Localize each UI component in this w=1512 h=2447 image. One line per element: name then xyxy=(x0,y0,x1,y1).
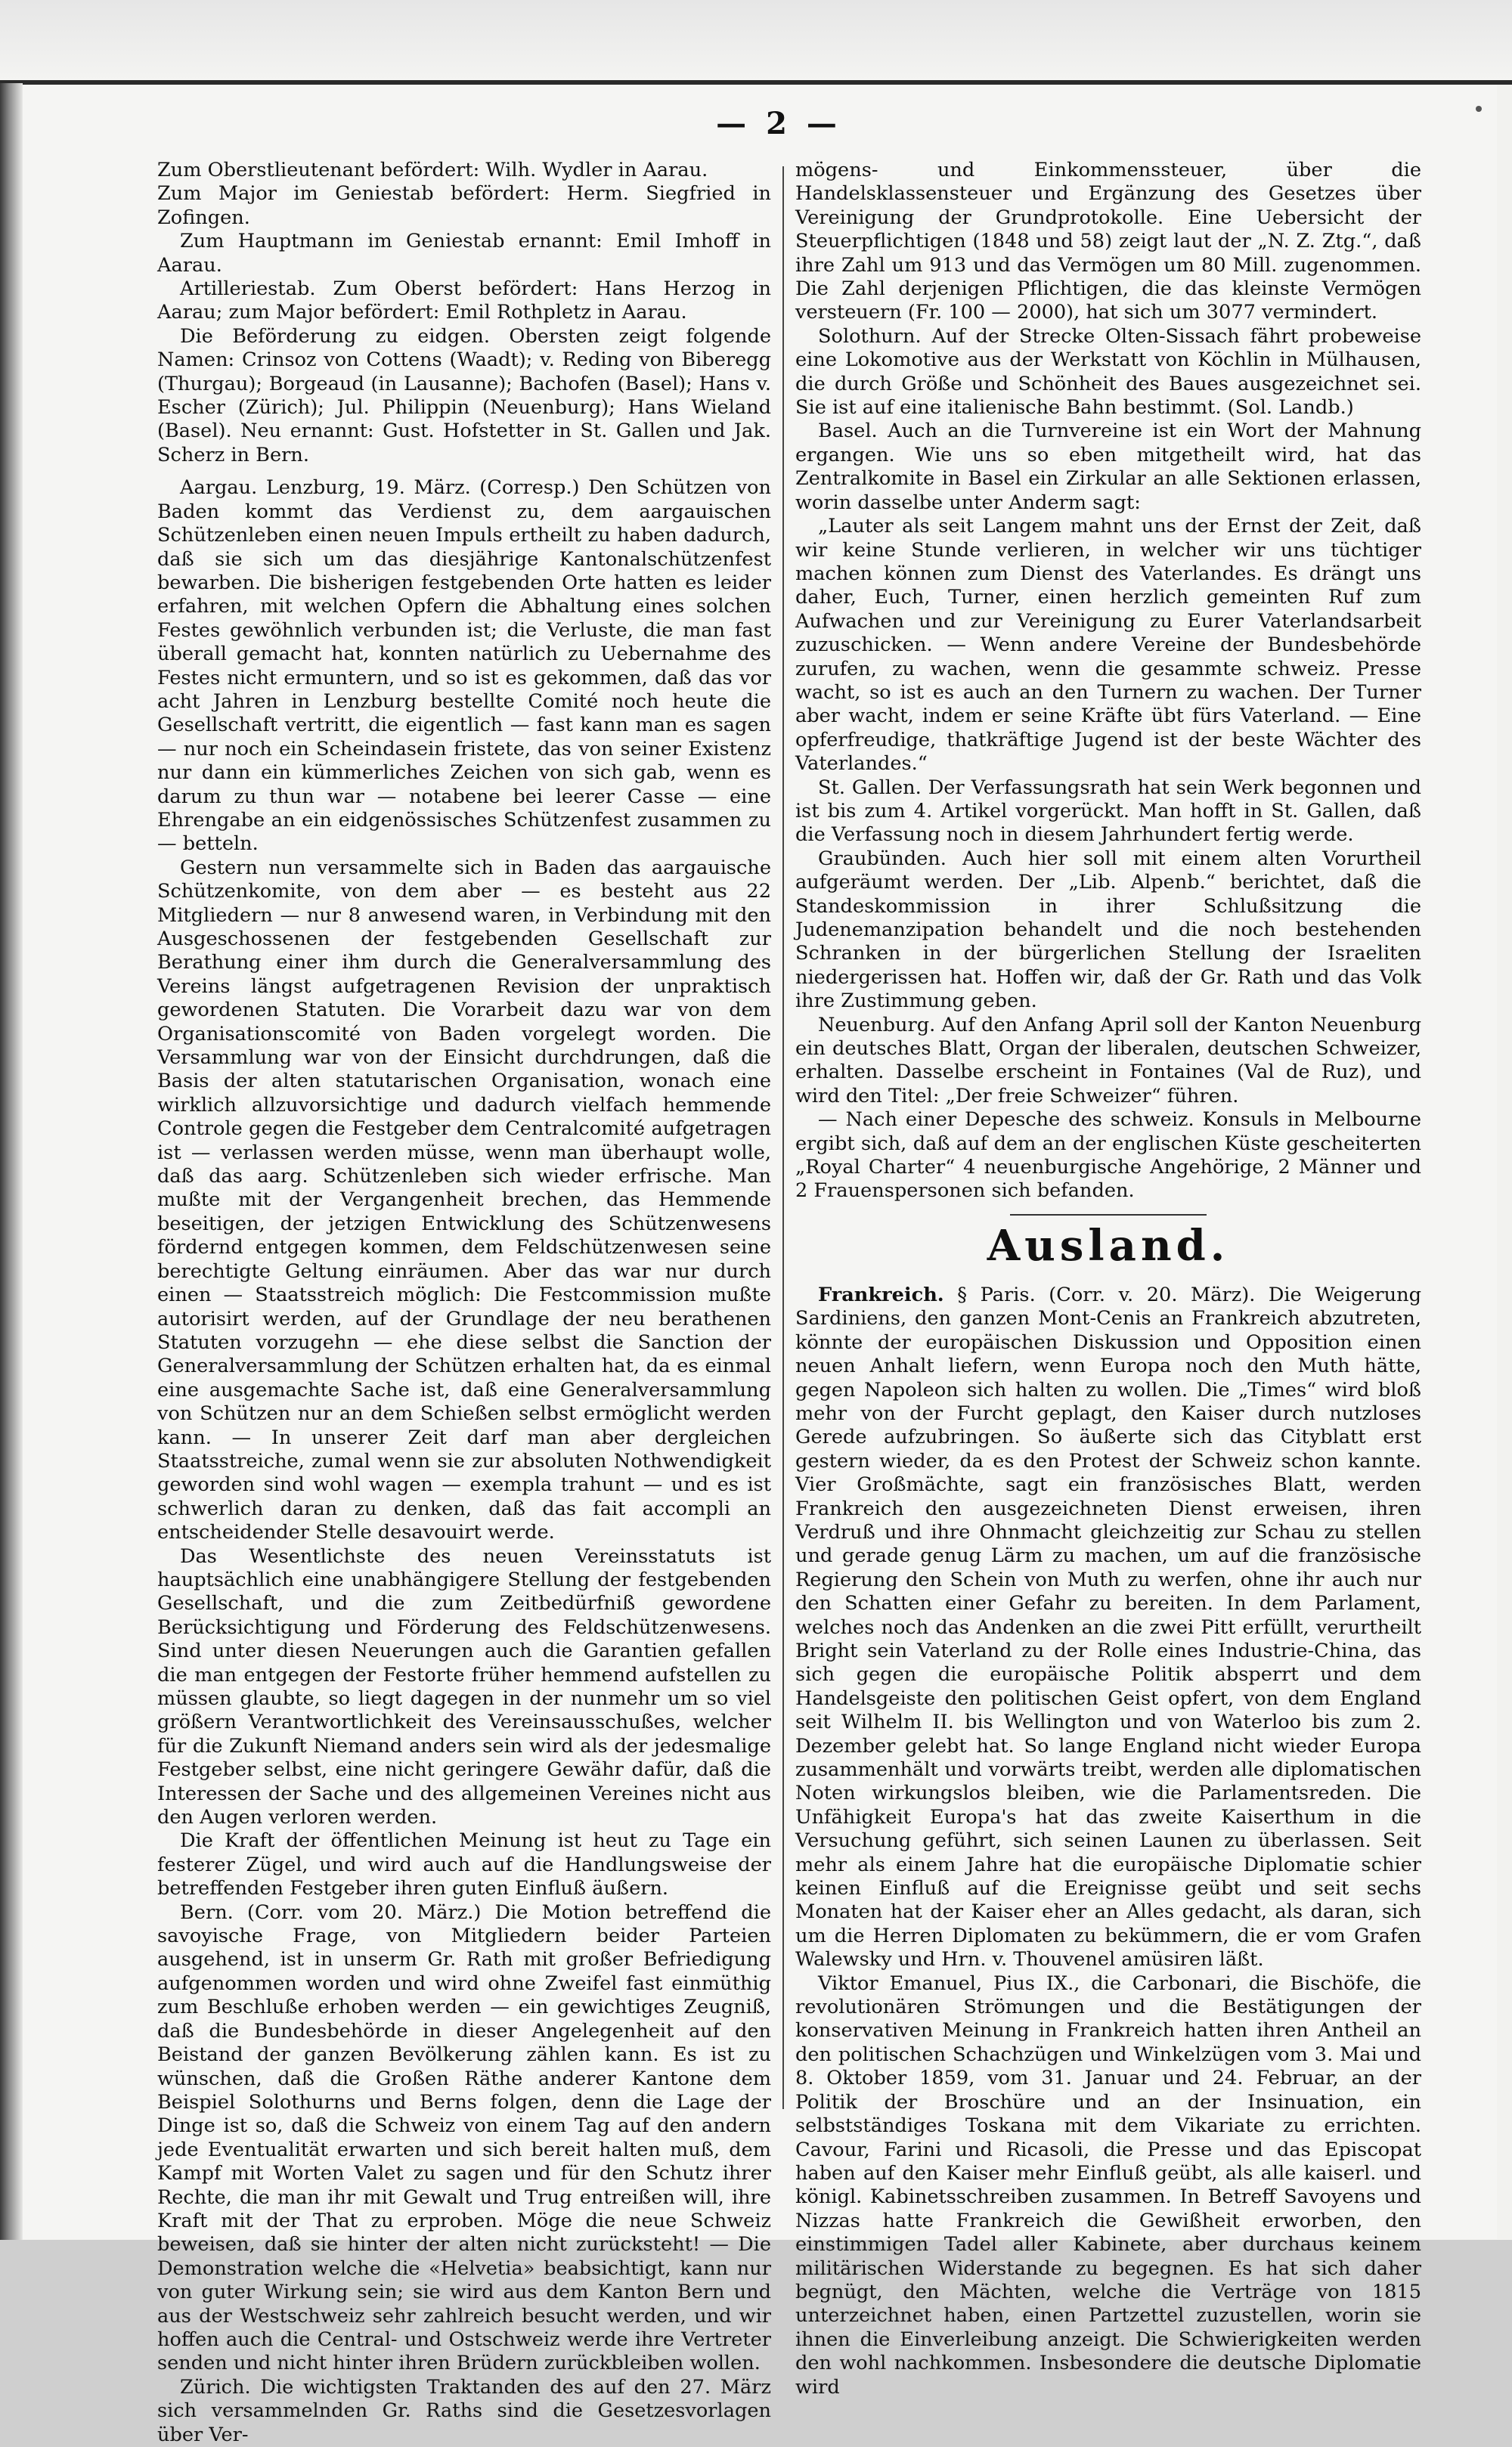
article-paragraph: Zum Major im Geniestab befördert: Herm. Siegfried in Zofingen. xyxy=(157,182,771,229)
section-heading-ausland: Ausland. xyxy=(987,1220,1230,1271)
article-paragraph: Zum Oberstlieutenant befördert: Wilh. Wydler in Aarau. xyxy=(157,159,708,181)
scan-top-margin xyxy=(0,0,1512,82)
country-heading: Frankreich. xyxy=(818,1283,944,1306)
section-rule xyxy=(1010,1214,1207,1216)
article-paragraph xyxy=(795,1284,1421,1972)
article-paragraph: Artilleriestab. Zum Oberst befördert: Hans Herzog in Aarau; zum Major befördert: Emil Rothpletz in Aarau. xyxy=(157,277,771,324)
article-paragraph: Zürich. Die wichtigsten Traktanden des auf den 27. März sich versammelnden Gr. Raths sind die Gesetzesvorlagen über Ver- xyxy=(157,2375,771,2446)
article-paragraph: Solothurn. Auf der Strecke Olten-Sissach fährt probeweise eine Lokomotive aus der Werkstatt von Köchlin in Mülhausen, die durch Größe und Schönheit des Baues ausgezeichnet sei. Sie ist auf eine italienische Bahn bestimmt. (Sol. Landb.) xyxy=(795,324,1421,420)
page-number: — 2 — xyxy=(716,106,841,141)
article-paragraph: Basel. Auch an die Turnvereine ist ein Wort der Mahnung ergangen. Wie uns so eben mitgetheilt wird, hat das Zentralkomite in Basel ein Zirkular an alle Sektionen erlassen, worin dasselbe unter Anderm sagt: xyxy=(795,420,1421,514)
article-paragraph: Zum Hauptmann im Geniestab ernannt: Emil Imhoff in Aarau. xyxy=(157,230,771,277)
article-paragraph: Die Beförderung zu eidgen. Obersten zeigt folgende Namen: Crinsoz von Cottens (Waadt); v. Reding von Biberegg (Thurgau); Borgeaud (in Lausanne); Bachofen (Basel); Hans v. Escher (Zürich); Jul. Philippin (Neuenburg); Hans Wieland (Basel). Neu ernannt: Gust. Hofstetter in St. Gallen und Jak. Scherz in Bern. xyxy=(157,324,771,466)
article-paragraph: — Nach einer Depesche des schweiz. Konsuls in Melbourne ergibt sich, daß auf dem an der englischen Küste gescheiterten „Royal Charter“ 4 neuenburgische Angehörige, 2 Männer und 2 Frauenspersonen sich befanden. xyxy=(795,1108,1421,1203)
article-paragraph: Die Kraft der öffentlichen Meinung ist heut zu Tage ein festerer Zügel, und wird auch auf die Handlungsweise der betreffenden Festgeber ihren guten Einfluß äußern. xyxy=(157,1829,771,1900)
article-paragraph: Bern. (Corr. vom 20. März.) Die Motion betreffend die savoyische Frage, von Mitgliedern beider Parteien ausgehend, ist in unserm Gr. Rath mit großer Befriedigung aufgenommen worden und wird ohne Zweifel fast einmüthig zum Beschluße erhoben werden — ein gewichtiges Zeugniß, daß die Bundesbehörde in dieser Angelegenheit auf den Beistand der ganzen Bevölkerung zählen kann. Es ist zu wünschen, daß die Großen Räthe anderer Kantone dem Beispiel Solothurns und Berns folgen, denn die Lage der Dinge ist so, daß die Schweiz von einem Tag auf den andern jede Eventualität erwarten und sich bereit halten muß, dem Kampf mit Worten Valet zu sagen und für den Schutz ihrer Rechte, die man ihr mit Gewalt und Trug entreißen will, ihre Kraft mit der That zu erproben. Möge die neue Schweiz beweisen, daß sie hinter der alten nicht zurücksteht! — Die Demonstration welche die «Helvetia» beabsichtigt, kann nur von guter Wirkung sein; sie wird aus dem Kanton Bern und aus der Westschweiz sehr zahlreich besucht werden, und wir hoffen auch die Central- und Ostschweiz werde ihre Vertreter senden und nicht hinter ihren Brüdern zurückbleiben wollen. xyxy=(157,1900,771,2375)
right-column xyxy=(795,159,1421,2399)
article-text: § Paris. (Corr. v. 20. März). Die Weigerung Sardiniens, den ganzen Mont-Cenis an Frankreich abzutreten, könnte der europäischen Diskussion und Opposition einen neuen Anhalt liefern, wenn Europa noch den Muth hätte, gegen Napoleon sich halten zu wollen. Die „Times“ wird bloß mehr von der Furcht geplagt, den Kaiser durch nutzloses Gerede aufzubringen. So äußerte sich das Cityblatt erst gestern wieder, da es den Protest der Schweiz schon kannte. Vier Großmächte, sagt ein französisches Blatt, werden Frankreich den ausgezeichneten Dienst erweisen, ihren Verdruß und ihre Ohnmacht gleichzeitig zur Schau zu stellen und gerade genug Lärm zu machen, um auf die französische Regierung den Schein von Muth zu werfen, ohne ihr auch nur den Schatten einer Gefahr zu bereiten. In dem Parlament, welches noch das Andenken an die zwei Pitt erfüllt, verurtheilt Bright sein Vaterland zu der Rolle eines Industrie-China, das sich gegen die europäische Politik absperrt und dem Handelsgeiste den politischen Geist opfert, von dem England seit Wilhelm II. bis Wellington und von Waterloo bis zum 2. Dezember gelebt hat. So lange England nicht wieder Europa zusammenhält und vorwärts treibt, werden alle diplomatischen Noten wirkungslos bleiben, wie die Parlamentsreden. Die Unfähigkeit Europa's hat das zweite Kaiserthum in die Versuchung geführt, sich seinen Launen zu überlassen. Seit mehr als einem Jahre hat die europäische Diplomatie schier keinen Einfluß auf die Ereignisse geübt und seit sechs Monaten hat der Kaiser eher an Alles gedacht, als daran, sich um die Herren Diplomaten zu bekümmern, die er vom Grafen Walewsky und Hrn. v. Thouvenel amüsiren läßt. xyxy=(795,1283,1421,1972)
article-paragraph: Neuenburg. Auf den Anfang April soll der Kanton Neuenburg ein deutsches Blatt, Organ der liberalen, deutschen Schweizer, erhalten. Dasselbe erscheint in Fontaines (Val de Ruz), und wird den Titel: „Der freie Schweizer“ führen. xyxy=(795,1013,1421,1107)
scan-binding-shadow xyxy=(0,83,23,2240)
column-divider xyxy=(782,166,784,2109)
left-column xyxy=(157,159,771,2446)
article-paragraph: Aargau. Lenzburg, 19. März. (Corresp.) Den Schützen von Baden kommt das Verdienst zu, dem aargauischen Schützenleben einen neuen Impuls ertheilt zu haben dadurch, daß sie sich um das diesjährige Kantonalschützenfest bewarben. Die bisherigen festgebenden Orte hatten es leider erfahren, mit welchen Opfern die Abhaltung eines solchen Festes gewöhnlich verbunden ist; die Verluste, die man fast überall gemacht hat, konnten natürlich zu Uebernahme des Festes nicht ermuntern, und so ist es gekommen, daß das vor acht Jahren in Lenzburg bestellte Comité noch heute die Gesellschaft vertritt, die eigentlich — fast kann man es sagen — nur noch ein Scheindasein fristete, das von seiner Existenz nur dann ein kümmerliches Zeichen von sich gab, wenn es darum zu thun war — notabene bei leerer Casse — eine Ehrengabe an ein eidgenössisches Schützenfest zusammen zu — betteln. xyxy=(157,476,771,856)
article-paragraph: mögens- und Einkommenssteuer, über die Handelsklassensteuer und Ergänzung des Gesetzes über Vereinigung der Grundprotokolle. Eine Uebersicht der Steuerpflichtigen (1848 und 58) zeigt laut der „N. Z. Ztg.“, daß ihre Zahl um 913 und das Vermögen um 80 Mill. zugenommen. Die Zahl derjenigen Pflichtigen, die das kleinste Vermögen versteuern (Fr. 100 — 2000), hat sich um 3077 vermindert. xyxy=(795,159,1421,324)
article-paragraph: Das Wesentlichste des neuen Vereinsstatuts ist hauptsächlich eine unabhängigere Stellung der festgebenden Gesellschaft, und die zum Zeitbedürfniß gewordene Berücksichtigung und Förderung des Feldschützenwesens. Sind unter diesen Neuerungen auch die Garantien gefallen die man entgegen der Festorte früher hemmend aufstellen zu müssen glaubte, so liegt dagegen in der nunmehr um so viel größern Verantwortlichkeit des Vereinsausschußes, welcher für die Zukunft Niemand anders sein wird als der jedesmalige Festgeber selbst, eine nicht geringere Gewähr dafür, daß die Interessen der Sache und des allgemeinen Vereines nicht aus den Augen verloren werden. xyxy=(157,1544,771,1829)
article-paragraph: Graubünden. Auch hier soll mit einem alten Vorurtheil aufgeräumt werden. Der „Lib. Alpenb.“ berichtet, daß die Standeskommission in ihrer Schlußsitzung die Judenemanzipation behandelt und die noch bestehenden Schranken in der bürgerlichen Stellung der Israeliten niedergerissen hat. Hoffen wir, daß der Gr. Rath und das Volk ihre Zustimmung geben. xyxy=(795,847,1421,1013)
article-paragraph: Viktor Emanuel, Pius IX., die Carbonari, die Bischöfe, die revolutionären Strömungen und die Bestätigungen der konservativen Meinung in Frankreich hatten ihren Antheil an den politischen Schachzügen und Winkelzügen vom 3. Mai und 8. Oktober 1859, vom 31. Januar und 24. Februar, an der Politik der Broschüre und an der Insinuation, ein selbstständiges Toskana mit dem Vikariate zu errichten. Cavour, Farini und Ricasoli, die Presse und das Episcopat haben auf den Kaiser mehr Einfluß geübt, als alle kaiserl. und königl. Kabinetsschreiben zusammen. In Betreff Savoyens und Nizzas hatte Frankreich die Gewißheit erworben, den einstimmigen Tadel aller Kabinete, aber durchaus keinem militärischen Widerstande zu begegnen. Es hat sich daher begnügt, den Mächten, welche die Verträge von 1815 unterzeichnet haben, einen Partzettel zuzustellen, worin sie ihnen die Einverleibung anzeigt. Die Schwierigkeiten werden den wohl nachkommen. Insbesondere die deutsche Diplomatie wird xyxy=(795,1972,1421,2399)
ink-speck xyxy=(1476,106,1482,112)
article-paragraph: „Lauter als seit Langem mahnt uns der Ernst der Zeit, daß wir keine Stunde verlieren, in welcher wir uns tüchtiger machen können zum Dienst des Vaterlandes. Es drängt uns daher, Euch, Turner, einen herzlich gemeinten Ruf zum Aufwachen und zur Vereinigung zu Eurer Vaterlandsarbeit zuzuschicken. — Wenn andere Vereine der Bundesbehörde zurufen, zu wachen, wenn die gesammte schweiz. Presse wacht, so ist es auch an den Turnern zu wachen. Der Turner aber wacht, indem er seine Kräfte übt fürs Vaterland. — Eine opferfreudige, thatkräftige Jugend ist der beste Wächter des Vaterlandes.“ xyxy=(795,515,1421,776)
article-paragraph: Gestern nun versammelte sich in Baden das aargauische Schützenkomite, von dem aber — es besteht aus 22 Mitgliedern — nur 8 anwesend waren, in Verbindung mit den Ausgeschossenen der festgebenden Gesellschaft zur Berathung einer ihm durch die Generalversammlung des Vereins längst aufgetragenen Revision der unpraktisch gewordenen Statuten. Die Vorarbeit dazu war von dem Organisationscomité von Baden vorgelegt worden. Die Versammlung war von der Einsicht durchdrungen, daß die Basis der alten statutarischen Organisation, wonach eine wirklich allzuvorsichtige und dadurch vielfach hemmende Controle gegen die Festgeber dem Centralcomité aufgetragen ist — verlassen werden müsse, wenn man überhaupt wolle, daß das aarg. Schützenleben sich wieder erfrische. Man mußte mit der Vergangenheit brechen, das Hemmende beseitigen, der jetzigen Entwicklung des Schützenwesens fördernd entgegen kommen, dem Feldschützenwesen seine berechtigte Geltung einräumen. Aber das war nur durch einen — Staatsstreich möglich: Die Festcommission mußte autorisirt werden, auf der Grundlage der neu berathenen Statuten vorzugehn — ehe diese selbst die Sanction der Generalversammlung der Schützen erhalten hat, da es einmal eine ausgemachte Sache ist, daß eine Generalversammlung von Schützen nur an dem Schießen selbst ermöglicht werden kann. — In unserer Zeit darf man aber dergleichen Staatsstreiche, zumal wenn sie zur absoluten Nothwendigkeit geworden sind wohl wagen — exempla trahunt — und es ist schwerlich daran zu denken, daß das fait accompli an entscheidender Stelle desavouirt werde. xyxy=(157,856,771,1544)
article-paragraph: St. Gallen. Der Verfassungsrath hat sein Werk begonnen und ist bis zum 4. Artikel vorgerückt. Man hofft in St. Gallen, daß die Verfassung noch in diesem Jahrhundert fertig werde. xyxy=(795,776,1421,847)
